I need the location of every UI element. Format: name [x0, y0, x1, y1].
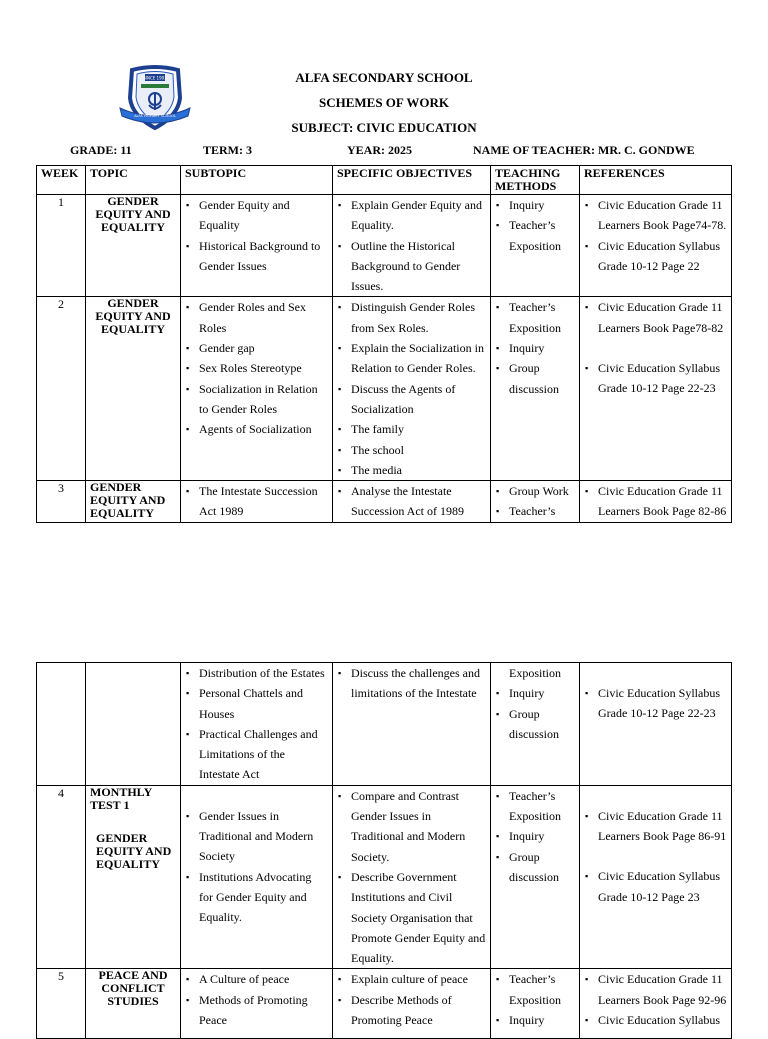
list-item: ▪ Gender Issues in Traditional and Modern Society [185, 806, 328, 867]
list-item: ▪ Socialization in Relation to Gender Roles [185, 379, 328, 420]
list-item: ▪ Inquiry [495, 338, 575, 358]
table-row [37, 663, 732, 786]
school-logo [118, 64, 192, 132]
list-item-continued: Exposition [509, 666, 562, 680]
subtopic-cell [181, 297, 333, 481]
objectives-cell [333, 969, 491, 1039]
list-item: ▪ Methods of Promoting Peace [185, 990, 328, 1031]
list-item: ▪ Teacher’s Exposition [495, 297, 575, 338]
references-cell [580, 969, 732, 1039]
methods-cell [491, 785, 580, 969]
week-cell: 2 [37, 297, 86, 481]
scheme-table-page-1 [36, 165, 732, 523]
week-cell: 4 [37, 785, 86, 969]
list-item: ▪ Group discussion [495, 847, 575, 888]
topic-test-label: MONTHLY TEST 1 [90, 784, 152, 812]
list-item: ▪ Civic Education Syllabus Grade 10-12 Page 22-23 [584, 358, 727, 399]
list-item: ▪ Civic Education Syllabus Grade 10-12 Page 23 [584, 866, 727, 907]
list-item: ▪ Sex Roles Stereotype [185, 358, 328, 378]
subtopic-cell [181, 785, 333, 969]
topic-label: GENDER EQUITY AND EQUALITY [96, 830, 172, 871]
list-item: ▪ Personal Chattels and Houses [185, 683, 328, 724]
objectives-cell [333, 195, 491, 297]
methods-cell [491, 969, 580, 1039]
term-label: TERM: 3 [203, 143, 252, 157]
table-row [37, 195, 732, 297]
list-item: ▪ The family [337, 419, 486, 439]
list-item: ▪ Civic Education Grade 11 Learners Book Page 82-86 [584, 481, 727, 522]
list-item: ▪ Teacher’s Exposition [495, 215, 575, 256]
list-item: ▪ Civic Education Grade 11 Learners Book Page 92-96 [584, 969, 727, 1010]
list-item: ▪ Group discussion [495, 704, 575, 745]
list-item: ▪ Civic Education Grade 11 Learners Book Page74-78. [584, 195, 727, 236]
list-item: ▪ Outline the Historical Background to Gender Issues. [337, 236, 486, 297]
list-item: ▪ Discuss the challenges and limitations of the Intestate [337, 663, 486, 704]
grade-label: GRADE: 11 [70, 143, 132, 157]
school-name: ALFA SECONDARY SCHOOL [295, 70, 473, 85]
objectives-cell [333, 785, 491, 969]
week-cell: 5 [37, 969, 86, 1039]
topic-cell: GENDER EQUITY AND EQUALITY [86, 297, 181, 481]
objectives-cell [333, 297, 491, 481]
references-cell [580, 785, 732, 969]
list-item: ▪ Institutions Advocating for Gender Equity and Equality. [185, 867, 328, 928]
list-item: ▪ Historical Background to Gender Issues [185, 236, 328, 277]
methods-cell [491, 297, 580, 481]
list-item: ▪ Civic Education Syllabus Grade 10-12 Page 22-23 [584, 683, 727, 724]
list-item: ▪ Gender Roles and Sex Roles [185, 297, 328, 338]
subtopic-cell [181, 663, 333, 786]
table-row [37, 297, 732, 481]
subtopic-cell [181, 195, 333, 297]
list-item: ▪ Gender gap [185, 338, 328, 358]
list-item: ▪ Group Work [495, 481, 575, 501]
list-item: ▪ Distribution of the Estates [185, 663, 328, 683]
objectives-cell [333, 663, 491, 786]
topic-cell: GENDER EQUITY AND EQUALITY [86, 195, 181, 297]
objectives-cell [333, 481, 491, 523]
topic-cell: GENDER EQUITY AND EQUALITY [86, 481, 181, 523]
list-item: ▪ Explain culture of peace [337, 969, 486, 989]
list-item: ▪ The media [337, 460, 486, 480]
methods-cell [491, 195, 580, 297]
column-header: REFERENCES [580, 166, 732, 195]
column-header: TEACHING METHODS [491, 166, 580, 195]
subtopic-cell [181, 969, 333, 1039]
year-label: YEAR: 2025 [347, 143, 412, 157]
list-item: ▪ Explain the Socialization in Relation to Gender Roles. [337, 338, 486, 379]
list-item: ▪ The Intestate Succession Act 1989 [185, 481, 328, 522]
week-cell: 1 [37, 195, 86, 297]
list-item: ▪ The school [337, 440, 486, 460]
scheme-table-page-2 [36, 662, 732, 1039]
list-item: ▪ Inquiry [495, 683, 575, 703]
column-header: WEEK [37, 166, 86, 195]
topic-cell [86, 785, 181, 969]
list-item: ▪ Practical Challenges and Limitations of the Intestate Act [185, 724, 328, 785]
svg-text:ALFA PRIMARY SCHOOL: ALFA PRIMARY SCHOOL [134, 114, 176, 118]
teacher-label: NAME OF TEACHER: MR. C. GONDWE [473, 143, 695, 157]
subtopic-cell [181, 481, 333, 523]
list-item: ▪ Inquiry [495, 195, 575, 215]
references-cell [580, 195, 732, 297]
topic-cell: PEACE AND CONFLICT STUDIES [86, 969, 181, 1039]
table-row [37, 481, 732, 523]
list-item: ▪ Civic Education Syllabus Grade 10-12 Page 22 [584, 236, 727, 277]
references-cell [580, 481, 732, 523]
list-item: ▪ Explain Gender Equity and Equality. [337, 195, 486, 236]
list-item: ▪ Inquiry [495, 1010, 575, 1030]
list-item: ▪ Teacher’s Exposition [495, 786, 575, 827]
column-header: SPECIFIC OBJECTIVES [333, 166, 491, 195]
methods-cell [491, 481, 580, 523]
table-row [37, 785, 732, 969]
table-header-row [37, 166, 732, 195]
references-cell [580, 663, 732, 786]
topic-cell [86, 663, 181, 786]
list-item: ▪ Civic Education Grade 11 Learners Book Page78-82 [584, 297, 727, 338]
list-item: ▪ Teacher’s Exposition [495, 969, 575, 1010]
list-item: ▪ Describe Government Institutions and Civil Society Organisation that Promote Gender Equity and Equality. [337, 867, 486, 968]
list-item: ▪ Compare and Contrast Gender Issues in Traditional and Modern Society. [337, 786, 486, 867]
subject-line: SUBJECT: CIVIC EDUCATION [291, 120, 477, 135]
list-item: ▪ Teacher’s [495, 501, 575, 521]
references-cell [580, 297, 732, 481]
column-header: SUBTOPIC [181, 166, 333, 195]
table-row [37, 969, 732, 1039]
list-item: ▪ Agents of Socialization [185, 419, 328, 439]
list-item: ▪ Civic Education Syllabus [584, 1010, 727, 1030]
list-item: ▪ Inquiry [495, 826, 575, 846]
list-item: ▪ Discuss the Agents of Socialization [337, 379, 486, 420]
list-item: ▪ Civic Education Grade 11 Learners Book Page 86-91 [584, 806, 727, 847]
list-item: ▪ A Culture of peace [185, 969, 328, 989]
list-item: ▪ Distinguish Gender Roles from Sex Roles. [337, 297, 486, 338]
svg-text:SINCE 1993: SINCE 1993 [143, 75, 167, 81]
document-title: SCHEMES OF WORK [318, 95, 450, 110]
list-item: ▪ Analyse the Intestate Succession Act of 1989 [337, 481, 486, 522]
methods-cell [491, 663, 580, 786]
list-item: ▪ Group discussion [495, 358, 575, 399]
column-header: TOPIC [86, 166, 181, 195]
list-item: ▪ Gender Equity and Equality [185, 195, 328, 236]
week-cell: 3 [37, 481, 86, 523]
list-item: ▪ Describe Methods of Promoting Peace [337, 990, 486, 1031]
week-cell [37, 663, 86, 786]
